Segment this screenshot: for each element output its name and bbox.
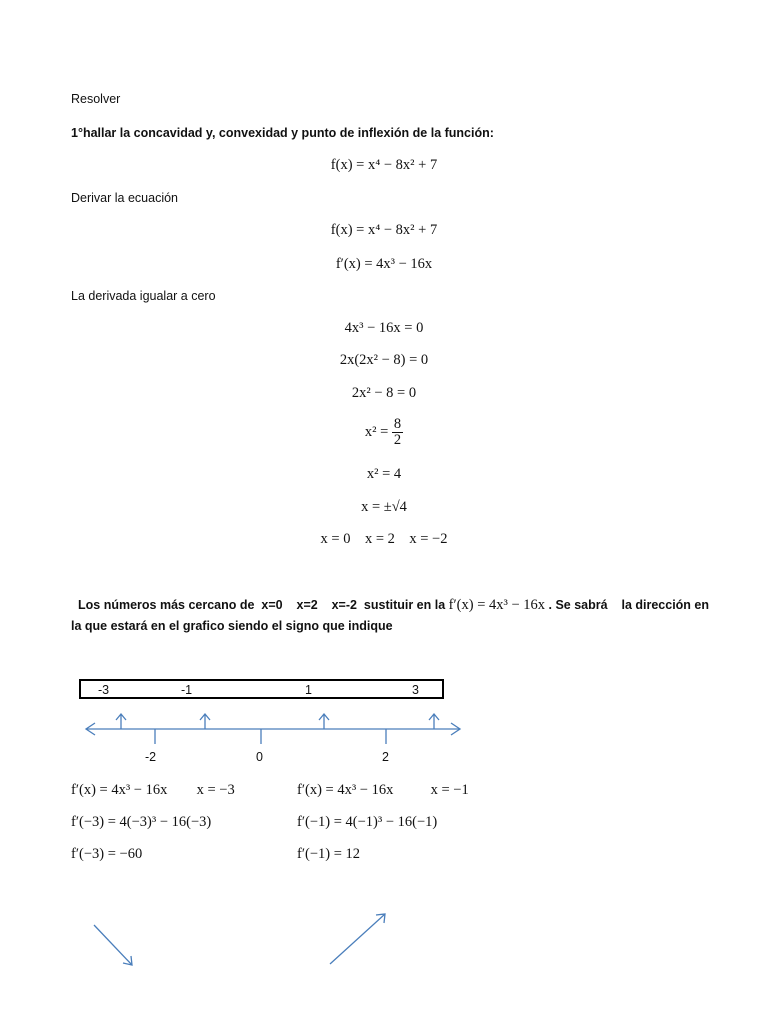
zero-eq-3: 2x² − 8 = 0 [351,385,417,401]
zero-label: La derivada igualar a cero [71,289,216,303]
eval-left-derivative: f′(x) = 4x³ − 16x [71,782,168,798]
up-arrow-3 [429,714,439,729]
zero-eq-6: x = ±√4 [361,499,407,515]
derive-eq-1: f(x) = x⁴ − 8x² + 7 [330,222,438,238]
eval-left-eq-2: f′(−3) = 4(−3)³ − 16(−3) [71,814,212,830]
axis-label-2: 2 [382,750,389,764]
page-title: Resolver [71,92,121,106]
number-line [86,714,460,744]
paragraph-line-2: la que estará en el grafico siendo el signo que indique [71,619,393,633]
fraction-denominator: 2 [393,432,402,448]
box-label-neg3: -3 [98,683,110,697]
paragraph-line-1a: Los números más cercano de x=0 x=2 x=-2 sustituir en la [78,598,446,612]
down-right-arrow-icon [94,925,132,965]
derive-eq-2: f′(x) = 4x³ − 16x [335,256,433,272]
box-label-neg1: -1 [181,683,193,697]
eval-right-derivative: f′(x) = 4x³ − 16x [297,782,394,798]
box-label-1: 1 [305,683,312,697]
zero-eq-5: x² = 4 [366,466,402,482]
axis-label-0: 0 [256,750,263,764]
eval-left-eq-1 [71,782,235,799]
paragraph-line-1b: . Se sabrá la dirección en [548,598,710,612]
eval-left-eq-3: f′(−3) = −60 [71,846,143,862]
paragraph-inline-math: f′(x) = 4x³ − 16x [448,597,546,613]
problem-statement: 1°hallar la concavidad y, convexidad y punto de inflexión de la función: [71,126,494,140]
eval-right-eq-1 [297,782,469,799]
fraction-numerator: 8 [393,416,402,432]
up-arrow-1 [319,714,329,729]
zero-eq-1: 4x³ − 16x = 0 [344,320,424,336]
eval-right-eq-3: f′(−1) = 12 [297,846,361,862]
axis-label-neg2: -2 [145,750,157,764]
function-equation: f(x) = x⁴ − 8x² + 7 [330,157,438,173]
up-arrow-neg3 [116,714,126,729]
box-label-3: 3 [412,683,419,697]
derive-label: Derivar la ecuación [71,191,178,205]
zero-eq-7: x = 0 x = 2 x = −2 [320,531,448,547]
eval-right-eq-2: f′(−1) = 4(−1)³ − 16(−1) [297,814,438,830]
eval-left-x-value: x = −3 [196,782,235,798]
up-arrow-neg1 [200,714,210,729]
up-right-arrow-icon [330,914,385,964]
zero-eq-2: 2x(2x² − 8) = 0 [339,352,429,368]
eval-right-x-value: x = −1 [430,782,469,798]
zero-eq-4-lhs: x² = [364,423,389,440]
